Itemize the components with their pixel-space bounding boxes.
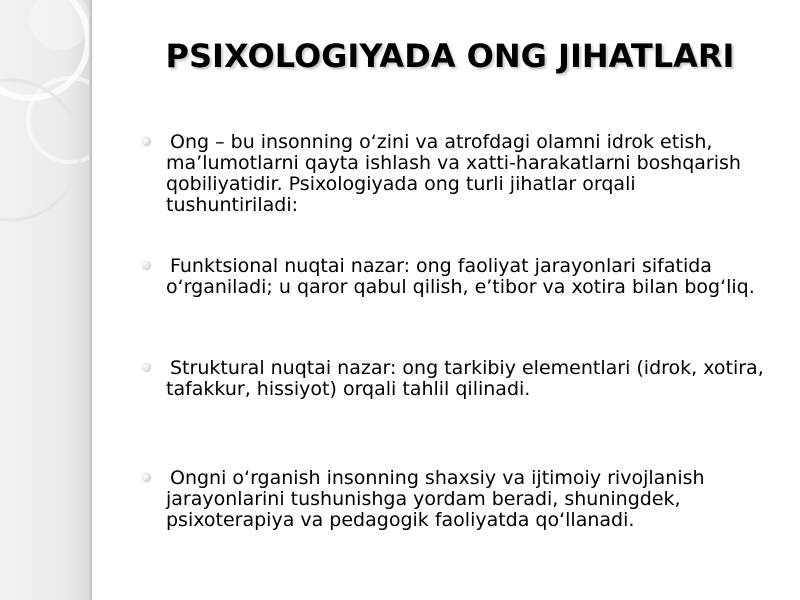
decorative-circles bbox=[0, 0, 92, 600]
bullet-marker-icon bbox=[142, 473, 151, 482]
bullet-marker-icon bbox=[142, 363, 151, 372]
list-item bbox=[142, 256, 772, 298]
bullet-text: Funktsional nuqtai nazar: ong faoliyat jarayonlari sifatida o‘rganiladi; u qaror qabul qilish, e’tibor va xotira bilan bog‘liq. bbox=[166, 255, 755, 298]
bullet-text: Ongni o‘rganish insonning shaxsiy va ijtimoiy rivojlanish jarayonlarini tushunishga yordam beradi, shuningdek, psixoterapiya va pedagogik faoliyatda qo‘llanadi. bbox=[166, 467, 705, 531]
bullet-text: Struktural nuqtai nazar: ong tarkibiy elementlari (idrok, xotira, tafakkur, hissiyot) orqali tahlil qilinadi. bbox=[166, 357, 764, 400]
list-item bbox=[142, 468, 772, 531]
bullet-text: Ong – bu insonning o‘zini va atrofdagi olamni idrok etish, ma’lumotlarni qayta ishlash va xatti-harakatlarni boshqarish qobiliyatidir. Psixologiyada ong turli jihatlar orqali tushuntiriladi: bbox=[166, 131, 741, 216]
decorative-sidebar bbox=[0, 0, 92, 600]
list-item bbox=[142, 132, 772, 216]
slide-title: PSIXOLOGIYADA ONG JIHATLARI bbox=[165, 37, 735, 75]
bullet-marker-icon bbox=[142, 137, 151, 146]
sidebar-edge bbox=[89, 0, 92, 600]
list-item bbox=[142, 358, 772, 400]
bullet-marker-icon bbox=[142, 261, 151, 270]
